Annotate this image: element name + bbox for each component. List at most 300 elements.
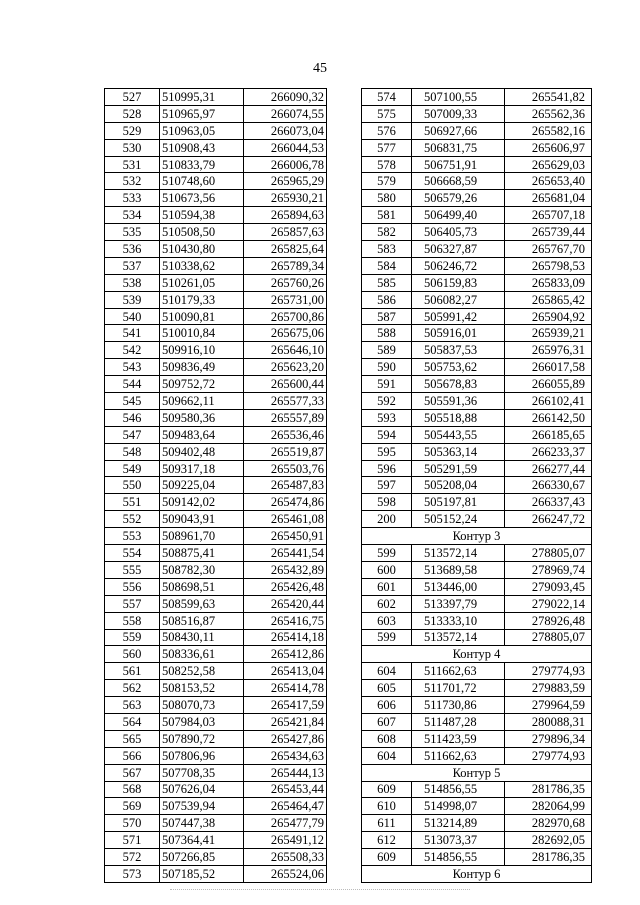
table-row (105, 832, 327, 849)
x-coordinate: 507984,03 (160, 713, 244, 730)
x-coordinate: 508252,58 (160, 663, 244, 680)
point-number: 609 (362, 781, 412, 798)
y-coordinate: 266337,43 (505, 494, 592, 511)
x-coordinate: 508430,11 (160, 629, 244, 646)
x-coordinate: 510508,50 (160, 224, 244, 241)
point-number: 578 (362, 156, 412, 173)
table-row (105, 426, 327, 443)
y-coordinate: 266073,04 (244, 122, 327, 139)
y-coordinate: 281786,35 (505, 849, 592, 866)
point-number: 586 (362, 291, 412, 308)
y-coordinate: 265412,86 (244, 646, 327, 663)
y-coordinate: 265420,44 (244, 595, 327, 612)
point-number: 566 (105, 747, 160, 764)
table-row (105, 173, 327, 190)
y-coordinate: 266247,72 (505, 511, 592, 528)
table-row (362, 89, 592, 106)
y-coordinate: 265965,29 (244, 173, 327, 190)
point-number: 600 (362, 561, 412, 578)
x-coordinate: 510179,33 (160, 291, 244, 308)
table-row (362, 308, 592, 325)
x-coordinate: 506751,91 (412, 156, 505, 173)
table-row (105, 511, 327, 528)
y-coordinate: 266074,55 (244, 105, 327, 122)
y-coordinate: 266185,65 (505, 426, 592, 443)
y-coordinate: 266055,89 (505, 376, 592, 393)
y-coordinate: 266102,41 (505, 393, 592, 410)
x-coordinate: 509402,48 (160, 443, 244, 460)
table-row (105, 494, 327, 511)
y-coordinate: 265414,18 (244, 629, 327, 646)
point-number: 604 (362, 747, 412, 764)
table-row (105, 697, 327, 714)
point-number: 557 (105, 595, 160, 612)
y-coordinate: 265600,44 (244, 376, 327, 393)
table-row (105, 595, 327, 612)
y-coordinate: 279774,93 (505, 663, 592, 680)
y-coordinate: 265562,36 (505, 105, 592, 122)
x-coordinate: 513073,37 (412, 832, 505, 849)
x-coordinate: 507806,96 (160, 747, 244, 764)
table-row (362, 291, 592, 308)
table-row (362, 545, 592, 562)
point-number: 540 (105, 308, 160, 325)
table-row (362, 156, 592, 173)
y-coordinate: 265798,53 (505, 257, 592, 274)
table-row (105, 578, 327, 595)
x-coordinate: 506668,59 (412, 173, 505, 190)
x-coordinate: 510261,05 (160, 274, 244, 291)
y-coordinate: 265434,63 (244, 747, 327, 764)
point-number: 579 (362, 173, 412, 190)
coordinates-table-right (361, 88, 592, 883)
y-coordinate: 265413,04 (244, 663, 327, 680)
y-coordinate: 279022,14 (505, 595, 592, 612)
table-row (362, 680, 592, 697)
x-coordinate: 506927,66 (412, 122, 505, 139)
y-coordinate: 281786,35 (505, 781, 592, 798)
y-coordinate: 265519,87 (244, 443, 327, 460)
point-number: 602 (362, 595, 412, 612)
table-row (105, 663, 327, 680)
y-coordinate: 265487,83 (244, 477, 327, 494)
y-coordinate: 282064,99 (505, 798, 592, 815)
x-coordinate: 509916,10 (160, 342, 244, 359)
point-number: 564 (105, 713, 160, 730)
table-row (105, 139, 327, 156)
x-coordinate: 513397,79 (412, 595, 505, 612)
table-row (362, 426, 592, 443)
table-row (362, 477, 592, 494)
x-coordinate: 505152,24 (412, 511, 505, 528)
contour-label: Контур 3 (362, 528, 592, 545)
table-row (362, 325, 592, 342)
y-coordinate: 265760,26 (244, 274, 327, 291)
table-row (105, 849, 327, 866)
x-coordinate: 510090,81 (160, 308, 244, 325)
y-coordinate: 265894,63 (244, 207, 327, 224)
table-row (362, 190, 592, 207)
x-coordinate: 508698,51 (160, 578, 244, 595)
x-coordinate: 505678,83 (412, 376, 505, 393)
x-coordinate: 510833,79 (160, 156, 244, 173)
table-row (105, 798, 327, 815)
point-number: 531 (105, 156, 160, 173)
x-coordinate: 511701,72 (412, 680, 505, 697)
table-row (362, 359, 592, 376)
y-coordinate: 265857,63 (244, 224, 327, 241)
x-coordinate: 511487,28 (412, 713, 505, 730)
section-header-row (362, 764, 592, 781)
point-number: 593 (362, 409, 412, 426)
y-coordinate: 265629,03 (505, 156, 592, 173)
point-number: 575 (362, 105, 412, 122)
point-number: 585 (362, 274, 412, 291)
point-number: 551 (105, 494, 160, 511)
x-coordinate: 505197,81 (412, 494, 505, 511)
point-number: 541 (105, 325, 160, 342)
x-coordinate: 505291,59 (412, 460, 505, 477)
x-coordinate: 505363,14 (412, 443, 505, 460)
table-row (105, 477, 327, 494)
x-coordinate: 506327,87 (412, 241, 505, 258)
y-coordinate: 265789,34 (244, 257, 327, 274)
y-coordinate: 266233,37 (505, 443, 592, 460)
point-number: 558 (105, 612, 160, 629)
y-coordinate: 279964,59 (505, 697, 592, 714)
x-coordinate: 510338,62 (160, 257, 244, 274)
point-number: 601 (362, 578, 412, 595)
x-coordinate: 510963,05 (160, 122, 244, 139)
page-number: 45 (313, 61, 327, 76)
table-row (362, 460, 592, 477)
x-coordinate: 513446,00 (412, 578, 505, 595)
x-coordinate: 508599,63 (160, 595, 244, 612)
table-row (105, 443, 327, 460)
point-number: 533 (105, 190, 160, 207)
table-row (105, 713, 327, 730)
x-coordinate: 514856,55 (412, 849, 505, 866)
point-number: 596 (362, 460, 412, 477)
x-coordinate: 505591,36 (412, 393, 505, 410)
x-coordinate: 513572,14 (412, 629, 505, 646)
table-row (105, 308, 327, 325)
table-row (362, 798, 592, 815)
y-coordinate: 265441,54 (244, 545, 327, 562)
x-coordinate: 509483,64 (160, 426, 244, 443)
y-coordinate: 265739,44 (505, 224, 592, 241)
point-number: 572 (105, 849, 160, 866)
table-row (105, 89, 327, 106)
point-number: 583 (362, 241, 412, 258)
y-coordinate: 265825,64 (244, 241, 327, 258)
point-number: 528 (105, 105, 160, 122)
y-coordinate: 265675,06 (244, 325, 327, 342)
y-coordinate: 279774,93 (505, 747, 592, 764)
point-number: 610 (362, 798, 412, 815)
point-number: 591 (362, 376, 412, 393)
table-row (362, 781, 592, 798)
x-coordinate: 508516,87 (160, 612, 244, 629)
table-row (362, 105, 592, 122)
point-number: 608 (362, 730, 412, 747)
point-number: 577 (362, 139, 412, 156)
table-row (362, 139, 592, 156)
x-coordinate: 509317,18 (160, 460, 244, 477)
x-coordinate: 507100,55 (412, 89, 505, 106)
table-row (362, 409, 592, 426)
x-coordinate: 514998,07 (412, 798, 505, 815)
table-row (362, 849, 592, 866)
table-row (362, 815, 592, 832)
table-row (362, 747, 592, 764)
x-coordinate: 507185,52 (160, 865, 244, 882)
y-coordinate: 265416,75 (244, 612, 327, 629)
point-number: 544 (105, 376, 160, 393)
x-coordinate: 510748,60 (160, 173, 244, 190)
section-header-row (362, 528, 592, 545)
table-row (105, 612, 327, 629)
y-coordinate: 279883,59 (505, 680, 592, 697)
point-number: 545 (105, 393, 160, 410)
table-row (105, 865, 327, 882)
y-coordinate: 265421,84 (244, 713, 327, 730)
y-coordinate: 265904,92 (505, 308, 592, 325)
point-number: 561 (105, 663, 160, 680)
table-row (105, 241, 327, 258)
x-coordinate: 508153,52 (160, 680, 244, 697)
contour-label: Контур 5 (362, 764, 592, 781)
y-coordinate: 278926,48 (505, 612, 592, 629)
point-number: 597 (362, 477, 412, 494)
point-number: 587 (362, 308, 412, 325)
table-row (362, 663, 592, 680)
point-number: 529 (105, 122, 160, 139)
table-row (105, 528, 327, 545)
point-number: 603 (362, 612, 412, 629)
point-number: 611 (362, 815, 412, 832)
table-row (105, 545, 327, 562)
table-row (105, 376, 327, 393)
y-coordinate: 266090,32 (244, 89, 327, 106)
y-coordinate: 265474,86 (244, 494, 327, 511)
x-coordinate: 507447,38 (160, 815, 244, 832)
table-row (362, 173, 592, 190)
x-coordinate: 510594,38 (160, 207, 244, 224)
x-coordinate: 505518,88 (412, 409, 505, 426)
x-coordinate: 506405,73 (412, 224, 505, 241)
x-coordinate: 507708,35 (160, 764, 244, 781)
x-coordinate: 508875,41 (160, 545, 244, 562)
table-row (105, 646, 327, 663)
table-row (105, 274, 327, 291)
point-number: 554 (105, 545, 160, 562)
point-number: 569 (105, 798, 160, 815)
point-number: 559 (105, 629, 160, 646)
table-row (362, 511, 592, 528)
point-number: 537 (105, 257, 160, 274)
x-coordinate: 506082,27 (412, 291, 505, 308)
table-row (362, 241, 592, 258)
x-coordinate: 510673,56 (160, 190, 244, 207)
point-number: 571 (105, 832, 160, 849)
x-coordinate: 509752,72 (160, 376, 244, 393)
y-coordinate: 265417,59 (244, 697, 327, 714)
x-coordinate: 510430,80 (160, 241, 244, 258)
x-coordinate: 509142,02 (160, 494, 244, 511)
point-number: 605 (362, 680, 412, 697)
table-row (362, 697, 592, 714)
point-number: 606 (362, 697, 412, 714)
y-coordinate: 265731,00 (244, 291, 327, 308)
y-coordinate: 265426,48 (244, 578, 327, 595)
table-row (362, 443, 592, 460)
x-coordinate: 506499,40 (412, 207, 505, 224)
point-number: 535 (105, 224, 160, 241)
x-coordinate: 506831,75 (412, 139, 505, 156)
table-row (362, 207, 592, 224)
point-number: 599 (362, 545, 412, 562)
table-row (362, 629, 592, 646)
coordinates-table-left (104, 88, 327, 883)
y-coordinate: 265976,31 (505, 342, 592, 359)
table-row (362, 612, 592, 629)
point-number: 550 (105, 477, 160, 494)
point-number: 547 (105, 426, 160, 443)
table-row (362, 578, 592, 595)
point-number: 588 (362, 325, 412, 342)
table-row (105, 460, 327, 477)
table-row (362, 376, 592, 393)
table-row (105, 730, 327, 747)
point-number: 555 (105, 561, 160, 578)
x-coordinate: 505991,42 (412, 308, 505, 325)
y-coordinate: 265524,06 (244, 865, 327, 882)
point-number: 565 (105, 730, 160, 747)
x-coordinate: 509580,36 (160, 409, 244, 426)
point-number: 548 (105, 443, 160, 460)
table-row (105, 342, 327, 359)
x-coordinate: 511730,86 (412, 697, 505, 714)
y-coordinate: 265653,40 (505, 173, 592, 190)
x-coordinate: 507539,94 (160, 798, 244, 815)
x-coordinate: 508782,30 (160, 561, 244, 578)
x-coordinate: 511662,63 (412, 663, 505, 680)
y-coordinate: 265646,10 (244, 342, 327, 359)
table-row (105, 815, 327, 832)
x-coordinate: 511662,63 (412, 747, 505, 764)
point-number: 576 (362, 122, 412, 139)
point-number: 574 (362, 89, 412, 106)
x-coordinate: 510010,84 (160, 325, 244, 342)
table-row (105, 156, 327, 173)
x-coordinate: 507266,85 (160, 849, 244, 866)
point-number: 546 (105, 409, 160, 426)
table-row (362, 713, 592, 730)
point-number: 599 (362, 629, 412, 646)
y-coordinate: 266330,67 (505, 477, 592, 494)
point-number: 590 (362, 359, 412, 376)
table-row (105, 257, 327, 274)
point-number: 609 (362, 849, 412, 866)
y-coordinate: 265700,86 (244, 308, 327, 325)
y-coordinate: 278805,07 (505, 629, 592, 646)
y-coordinate: 265577,33 (244, 393, 327, 410)
x-coordinate: 505208,04 (412, 477, 505, 494)
x-coordinate: 513689,58 (412, 561, 505, 578)
x-coordinate: 509225,04 (160, 477, 244, 494)
x-coordinate: 505443,55 (412, 426, 505, 443)
y-coordinate: 265623,20 (244, 359, 327, 376)
table-row (105, 325, 327, 342)
x-coordinate: 507009,33 (412, 105, 505, 122)
x-coordinate: 513572,14 (412, 545, 505, 562)
point-number: 592 (362, 393, 412, 410)
table-row (362, 561, 592, 578)
point-number: 567 (105, 764, 160, 781)
y-coordinate: 265557,89 (244, 409, 327, 426)
point-number: 536 (105, 241, 160, 258)
point-number: 549 (105, 460, 160, 477)
x-coordinate: 507364,41 (160, 832, 244, 849)
x-coordinate: 507890,72 (160, 730, 244, 747)
y-coordinate: 266017,58 (505, 359, 592, 376)
y-coordinate: 282970,68 (505, 815, 592, 832)
point-number: 552 (105, 511, 160, 528)
y-coordinate: 265833,09 (505, 274, 592, 291)
x-coordinate: 506246,72 (412, 257, 505, 274)
table-row (362, 595, 592, 612)
table-row (362, 730, 592, 747)
x-coordinate: 513214,89 (412, 815, 505, 832)
table-row (362, 832, 592, 849)
table-row (105, 359, 327, 376)
x-coordinate: 509662,11 (160, 393, 244, 410)
table-row (105, 122, 327, 139)
table-row (362, 257, 592, 274)
footer-rule (170, 889, 470, 890)
x-coordinate: 511423,59 (412, 730, 505, 747)
y-coordinate: 266006,78 (244, 156, 327, 173)
x-coordinate: 509836,49 (160, 359, 244, 376)
y-coordinate: 266142,50 (505, 409, 592, 426)
y-coordinate: 265865,42 (505, 291, 592, 308)
point-number: 553 (105, 528, 160, 545)
point-number: 542 (105, 342, 160, 359)
y-coordinate: 265464,47 (244, 798, 327, 815)
x-coordinate: 509043,91 (160, 511, 244, 528)
point-number: 560 (105, 646, 160, 663)
y-coordinate: 265767,70 (505, 241, 592, 258)
x-coordinate: 505916,01 (412, 325, 505, 342)
point-number: 594 (362, 426, 412, 443)
point-number: 604 (362, 663, 412, 680)
point-number: 573 (105, 865, 160, 882)
x-coordinate: 508070,73 (160, 697, 244, 714)
y-coordinate: 278805,07 (505, 545, 592, 562)
x-coordinate: 510995,31 (160, 89, 244, 106)
y-coordinate: 266277,44 (505, 460, 592, 477)
table-row (105, 680, 327, 697)
y-coordinate: 265444,13 (244, 764, 327, 781)
y-coordinate: 265707,18 (505, 207, 592, 224)
point-number: 607 (362, 713, 412, 730)
table-row (362, 224, 592, 241)
table-row (362, 274, 592, 291)
y-coordinate: 265606,97 (505, 139, 592, 156)
y-coordinate: 266044,53 (244, 139, 327, 156)
point-number: 534 (105, 207, 160, 224)
